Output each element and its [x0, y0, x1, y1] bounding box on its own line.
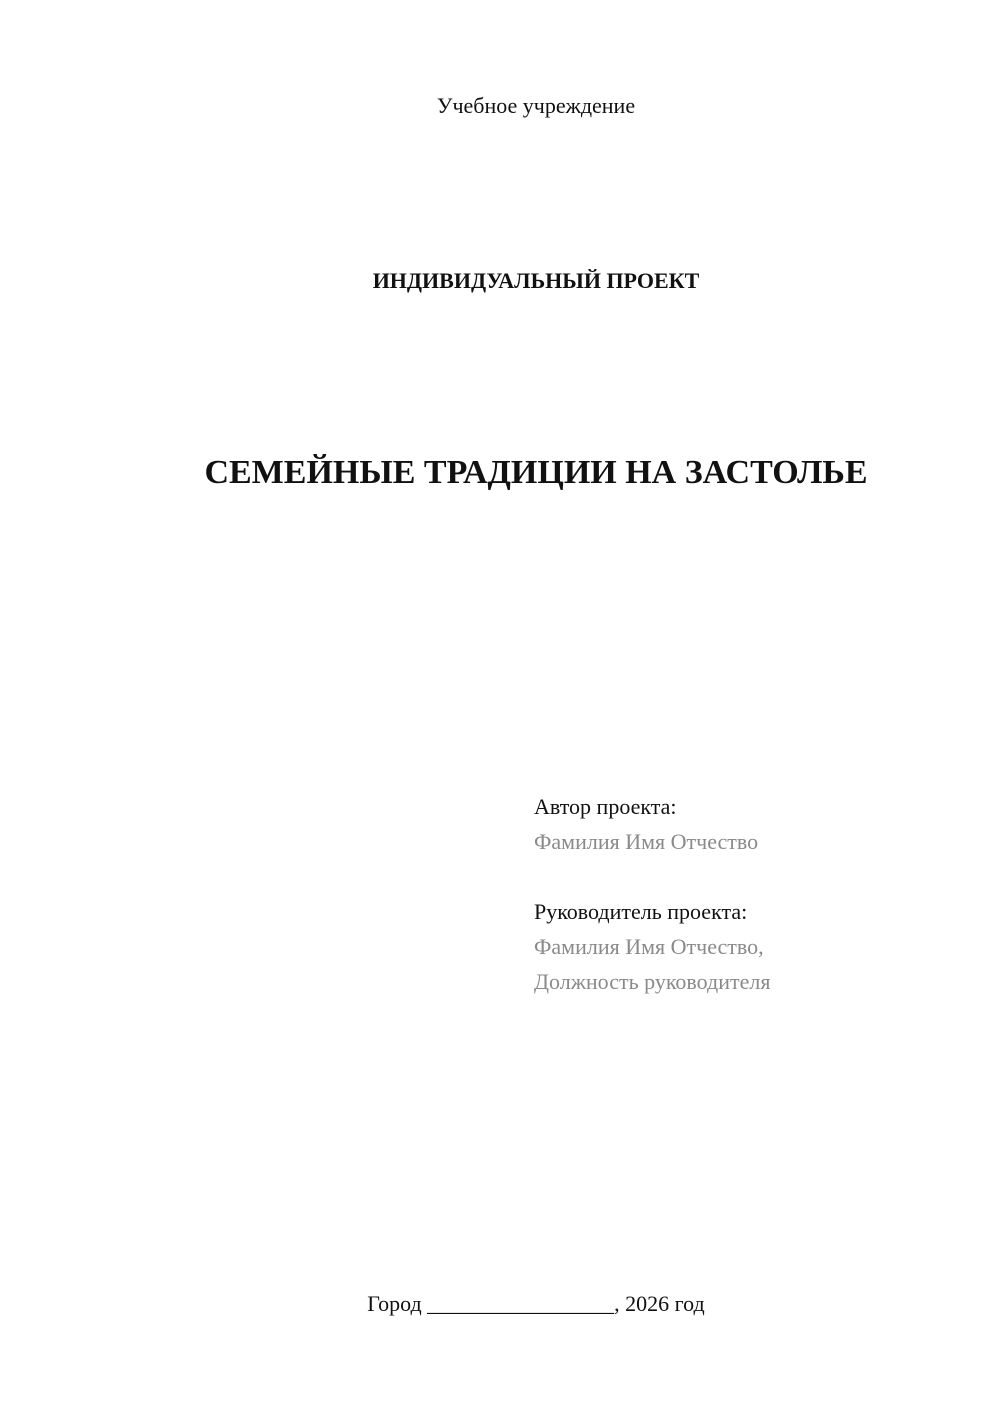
spacer — [534, 859, 770, 894]
supervisor-name-placeholder: Фамилия Имя Отчество, — [534, 934, 764, 959]
author-name-placeholder: Фамилия Имя Отчество — [534, 829, 759, 854]
document-type-heading: ИНДИВИДУАЛЬНЫЙ ПРОЕКТ — [372, 268, 700, 293]
supervisor-label: Руководитель проекта: — [534, 899, 748, 924]
project-title: СЕМЕЙНЫЕ ТРАДИЦИИ НА ЗАСТОЛЬЕ — [204, 454, 868, 491]
city-year-line: Город _________________, 2026 год — [367, 1291, 705, 1316]
author-label: Автор проекта: — [534, 794, 677, 819]
supervisor-position-placeholder: Должность руководителя — [534, 969, 771, 994]
project-credits — [534, 789, 770, 999]
institution-name: Учебное учреждение — [436, 93, 636, 118]
